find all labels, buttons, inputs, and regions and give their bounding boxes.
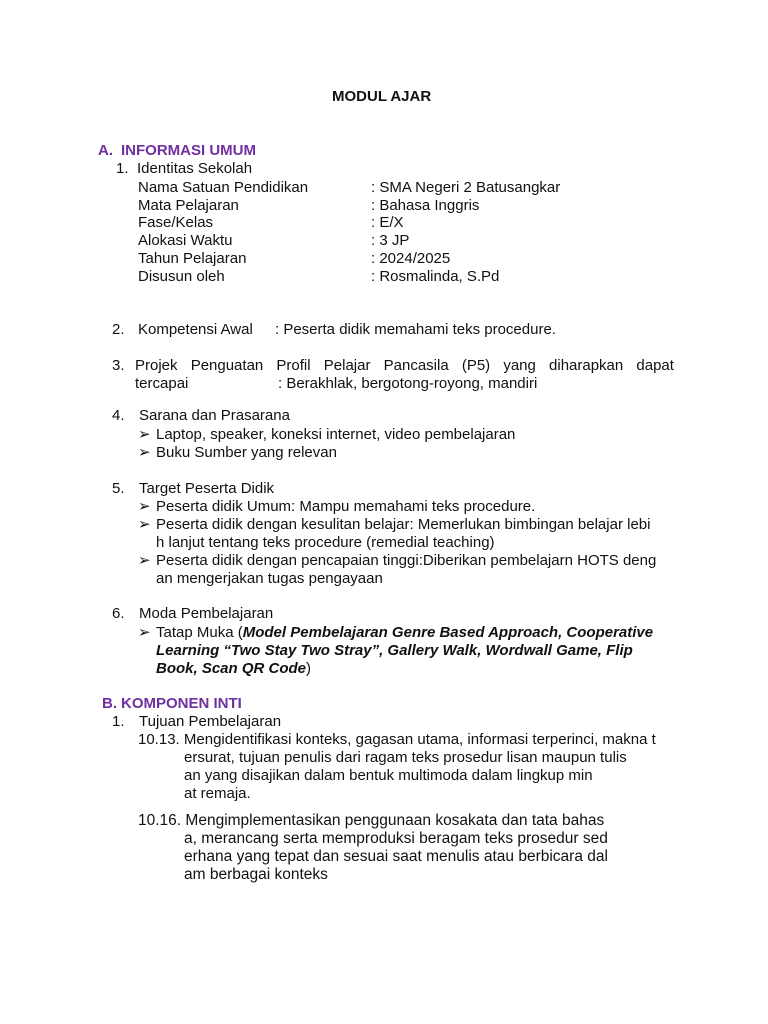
goal2-line4: am berbagai konteks <box>184 866 328 883</box>
section-a-title: INFORMASI UMUM <box>121 142 256 159</box>
page-title: MODUL AJAR <box>332 88 432 105</box>
bullet-prefix: Tatap Muka ( <box>156 624 243 641</box>
identity-value-school: : SMA Negeri 2 Batusangkar <box>371 179 561 196</box>
identity-value-time: : 3 JP <box>371 232 410 249</box>
goal2-line2: a, merancang serta memproduksi beragam teks prosedur sed <box>184 830 608 847</box>
item3-word: Pancasila <box>383 357 449 374</box>
item3-word: Profil <box>276 357 311 374</box>
arrow-bullet-icon: ➢ <box>138 552 151 569</box>
goal2-line1 <box>138 812 604 830</box>
goal1-line1 <box>138 731 656 749</box>
section-a-letter: A. <box>98 142 113 159</box>
identity-label-author: Disusun oleh <box>138 268 225 285</box>
bullet-text: Buku Sumber yang relevan <box>156 444 337 461</box>
item5-title: Target Peserta Didik <box>139 480 275 497</box>
arrow-bullet-icon: ➢ <box>138 516 151 533</box>
item6-title: Moda Pembelajaran <box>139 605 274 622</box>
identity-label-time: Alokasi Waktu <box>138 232 233 249</box>
item6-number: 6. <box>112 605 125 622</box>
item3-word: Pelajar <box>323 357 371 374</box>
goal2-line3: erhana yang tepat dan sesuai saat menulis atau berbicara dal <box>184 848 608 865</box>
identity-value-phase: : E/X <box>371 214 404 231</box>
item1-number: 1. <box>116 160 129 177</box>
section-b-title: KOMPONEN INTI <box>121 695 242 712</box>
bold-italic-text: Learning “Two Stay Two Stray”, Gallery Walk, Wordwall Game, Flip <box>156 642 633 659</box>
item4-title: Sarana dan Prasarana <box>139 407 290 424</box>
arrow-bullet-icon: ➢ <box>138 444 151 461</box>
item4-number: 4. <box>112 407 125 424</box>
item5-bullet <box>138 516 650 534</box>
item4-bullet <box>138 444 337 462</box>
goal1-line2: ersurat, tujuan penulis dari ragam teks prosedur lisan maupun tulis <box>184 749 627 766</box>
arrow-bullet-icon: ➢ <box>138 498 151 515</box>
bold-italic-text: Book, Scan QR Code <box>156 660 307 677</box>
item5-number: 5. <box>112 480 125 497</box>
identity-value-subject: : Bahasa Inggris <box>371 197 480 214</box>
bullet-text: Laptop, speaker, koneksi internet, video pembelajaran <box>156 426 516 443</box>
item5-bullet <box>138 552 656 570</box>
goal-text: Mengimplementasikan penggunaan kosakata dan tata bahas <box>185 812 605 829</box>
item3-line2-value: : Berakhlak, bergotong-royong, mandiri <box>278 375 538 392</box>
bullet-text: Peserta didik dengan kesulitan belajar: Memerlukan bimbingan belajar lebi <box>156 516 651 533</box>
goal-text: Mengidentifikasi konteks, gagasan utama, informasi terperinci, makna t <box>183 731 656 748</box>
item2-number: 2. <box>112 321 125 338</box>
identity-value-author: : Rosmalinda, S.Pd <box>371 268 500 285</box>
section-b-letter: B. <box>102 695 117 712</box>
bullet-text-continued: an mengerjakan tugas pengayaan <box>156 570 383 587</box>
bullet-suffix: ) <box>306 660 312 677</box>
item6-bullet <box>138 624 653 642</box>
item3-word: Projek <box>135 357 178 374</box>
identity-label-phase: Fase/Kelas <box>138 214 214 231</box>
item1-title: Identitas Sekolah <box>137 160 253 177</box>
item3-word: dapat <box>636 357 674 374</box>
goal1-line3: an yang disajikan dalam bentuk multimoda dalam lingkup min <box>184 767 593 784</box>
goal1-line4: at remaja. <box>184 785 251 802</box>
bullet-text: Peserta didik dengan pencapaian tinggi:Diberikan pembelajarn HOTS deng <box>156 552 657 569</box>
item3-number: 3. <box>112 357 125 374</box>
bullet-text-continued: h lanjut tentang teks procedure (remedial teaching) <box>156 534 495 551</box>
goal-code: 10.13. <box>138 731 180 748</box>
identity-label-subject: Mata Pelajaran <box>138 197 239 214</box>
item3-line1 <box>135 357 674 375</box>
goal-code: 10.16. <box>138 812 182 829</box>
arrow-bullet-icon: ➢ <box>138 426 151 443</box>
item3-word: diharapkan <box>549 357 624 374</box>
item3-word: yang <box>503 357 536 374</box>
identity-label-school: Nama Satuan Pendidikan <box>138 179 309 196</box>
item5-bullet <box>138 498 535 516</box>
bullet-text: Peserta didik Umum: Mampu memahami teks procedure. <box>156 498 536 515</box>
item2-label: Kompetensi Awal <box>138 321 253 338</box>
item2-value: : Peserta didik memahami teks procedure. <box>275 321 556 338</box>
item3-line2-label: tercapai <box>135 375 189 392</box>
item3-word: (P5) <box>461 357 491 374</box>
identity-value-year: : 2024/2025 <box>371 250 451 267</box>
identity-label-year: Tahun Pelajaran <box>138 250 247 267</box>
bold-italic-text: Model Pembelajaran Genre Based Approach, Cooperative <box>242 624 654 641</box>
item4-bullet <box>138 426 515 444</box>
itemB1-number: 1. <box>112 713 125 730</box>
arrow-bullet-icon: ➢ <box>138 624 151 641</box>
item6-last-line <box>156 660 311 678</box>
itemB1-title: Tujuan Pembelajaran <box>139 713 282 730</box>
item3-word: Penguatan <box>190 357 264 374</box>
